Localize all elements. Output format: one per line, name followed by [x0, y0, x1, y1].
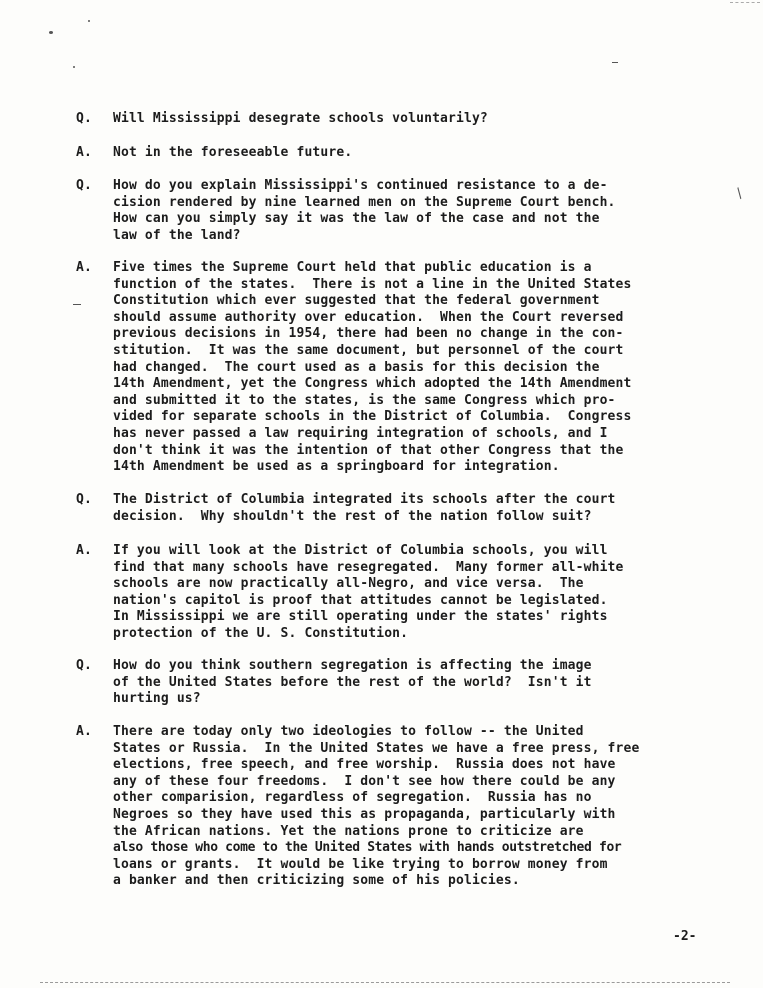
scan-artifact: [730, 2, 760, 3]
text-line: vided for separate schools in the District of Columbia. Congress: [113, 409, 632, 425]
text-line: also those who come to the United States with hands outstretched for: [113, 840, 622, 856]
text-line: has never passed a law requiring integration of schools, and I: [113, 425, 608, 441]
text-line: Negroes so they have used this as propaganda, particularly with: [113, 806, 616, 822]
text-line: States or Russia. In the United States we have a free press, free: [113, 740, 640, 756]
text-line: Constitution which ever suggested that the federal government: [113, 293, 600, 309]
scan-speck: [49, 31, 53, 34]
answer-marker: A.: [76, 145, 93, 160]
text-line: loans or grants. It would be like trying to borrow money from: [113, 856, 608, 872]
text-line: In Mississippi we are still operating under the states' rights: [113, 609, 608, 625]
answer-text: [113, 543, 753, 643]
text-line: other comparision, regardless of segregation. Russia has no: [113, 790, 592, 806]
question-text: [113, 492, 753, 525]
question-text: [113, 178, 753, 244]
text-line: find that many schools have resegregated. Many former all-white: [113, 559, 624, 575]
text-line: If you will look at the District of Columbia schools, you will: [113, 543, 608, 558]
text-line: of the United States before the rest of the world? Isn't it: [113, 674, 592, 690]
text-line: elections, free speech, and free worship. Russia does not have: [113, 757, 616, 773]
text-line: and submitted it to the states, is the same Congress which pro-: [113, 392, 616, 408]
margin-tick-mark: /: [732, 185, 748, 202]
scan-speck: [73, 66, 75, 68]
text-line: 14th Amendment, yet the Congress which adopted the 14th Amendment: [113, 376, 632, 392]
scan-speck: [612, 62, 618, 63]
text-line: schools are now practically all-Negro, and vice versa. The: [113, 576, 584, 592]
text-line: law of the land?: [113, 227, 241, 243]
answer-text: [113, 724, 753, 890]
text-line: How do you explain Mississippi's continued resistance to a de-: [113, 178, 608, 193]
text-line: nation's capitol is proof that attitudes cannot be legislated.: [113, 592, 608, 608]
scan-edge-line: [40, 982, 730, 983]
question-marker: Q.: [76, 178, 93, 193]
text-line: don't think it was the intention of that other Congress that the: [113, 442, 624, 458]
question-marker: Q.: [76, 492, 93, 507]
text-line: protection of the U. S. Constitution.: [113, 625, 409, 641]
text-line: function of the states. There is not a line in the United States: [113, 276, 632, 292]
answer-marker: A.: [76, 543, 93, 558]
text-line: Not in the foreseeable future.: [113, 145, 353, 160]
text-line: decision. Why shouldn't the rest of the nation follow suit?: [113, 508, 592, 524]
text-line: How do you think southern segregation is affecting the image: [113, 658, 592, 673]
text-line: Will Mississippi desegrate schools voluntarily?: [113, 111, 488, 126]
text-line: cision rendered by nine learned men on the Supreme Court bench.: [113, 194, 616, 210]
text-line: Five times the Supreme Court held that public education is a: [113, 260, 592, 275]
text-line: any of these four freedoms. I don't see how there could be any: [113, 773, 616, 789]
question-text: [113, 111, 753, 128]
answer-text: [113, 260, 753, 476]
text-line: The District of Columbia integrated its schools after the court: [113, 492, 616, 507]
text-line: There are today only two ideologies to follow -- the United: [113, 724, 584, 739]
question-text: [113, 658, 753, 708]
text-line: a banker and then criticizing some of his policies.: [113, 873, 520, 889]
question-marker: Q.: [76, 111, 93, 126]
scan-speck: [73, 304, 81, 305]
scan-speck: [88, 20, 90, 22]
question-marker: Q.: [76, 658, 93, 673]
answer-text: [113, 145, 753, 162]
text-line: previous decisions in 1954, there had been no change in the con-: [113, 326, 624, 342]
text-line: stitution. It was the same document, but personnel of the court: [113, 342, 624, 358]
text-line: How can you simply say it was the law of the case and not the: [113, 211, 600, 227]
text-line: should assume authority over education. When the Court reversed: [113, 309, 624, 325]
text-line: the African nations. Yet the nations prone to criticize are: [113, 823, 584, 839]
text-line: 14th Amendment be used as a springboard for integration.: [113, 459, 560, 475]
answer-marker: A.: [76, 260, 93, 275]
page-number: -2-: [673, 929, 697, 944]
text-line: had changed. The court used as a basis for this decision the: [113, 359, 600, 375]
text-line: hurting us?: [113, 691, 201, 707]
answer-marker: A.: [76, 724, 93, 739]
